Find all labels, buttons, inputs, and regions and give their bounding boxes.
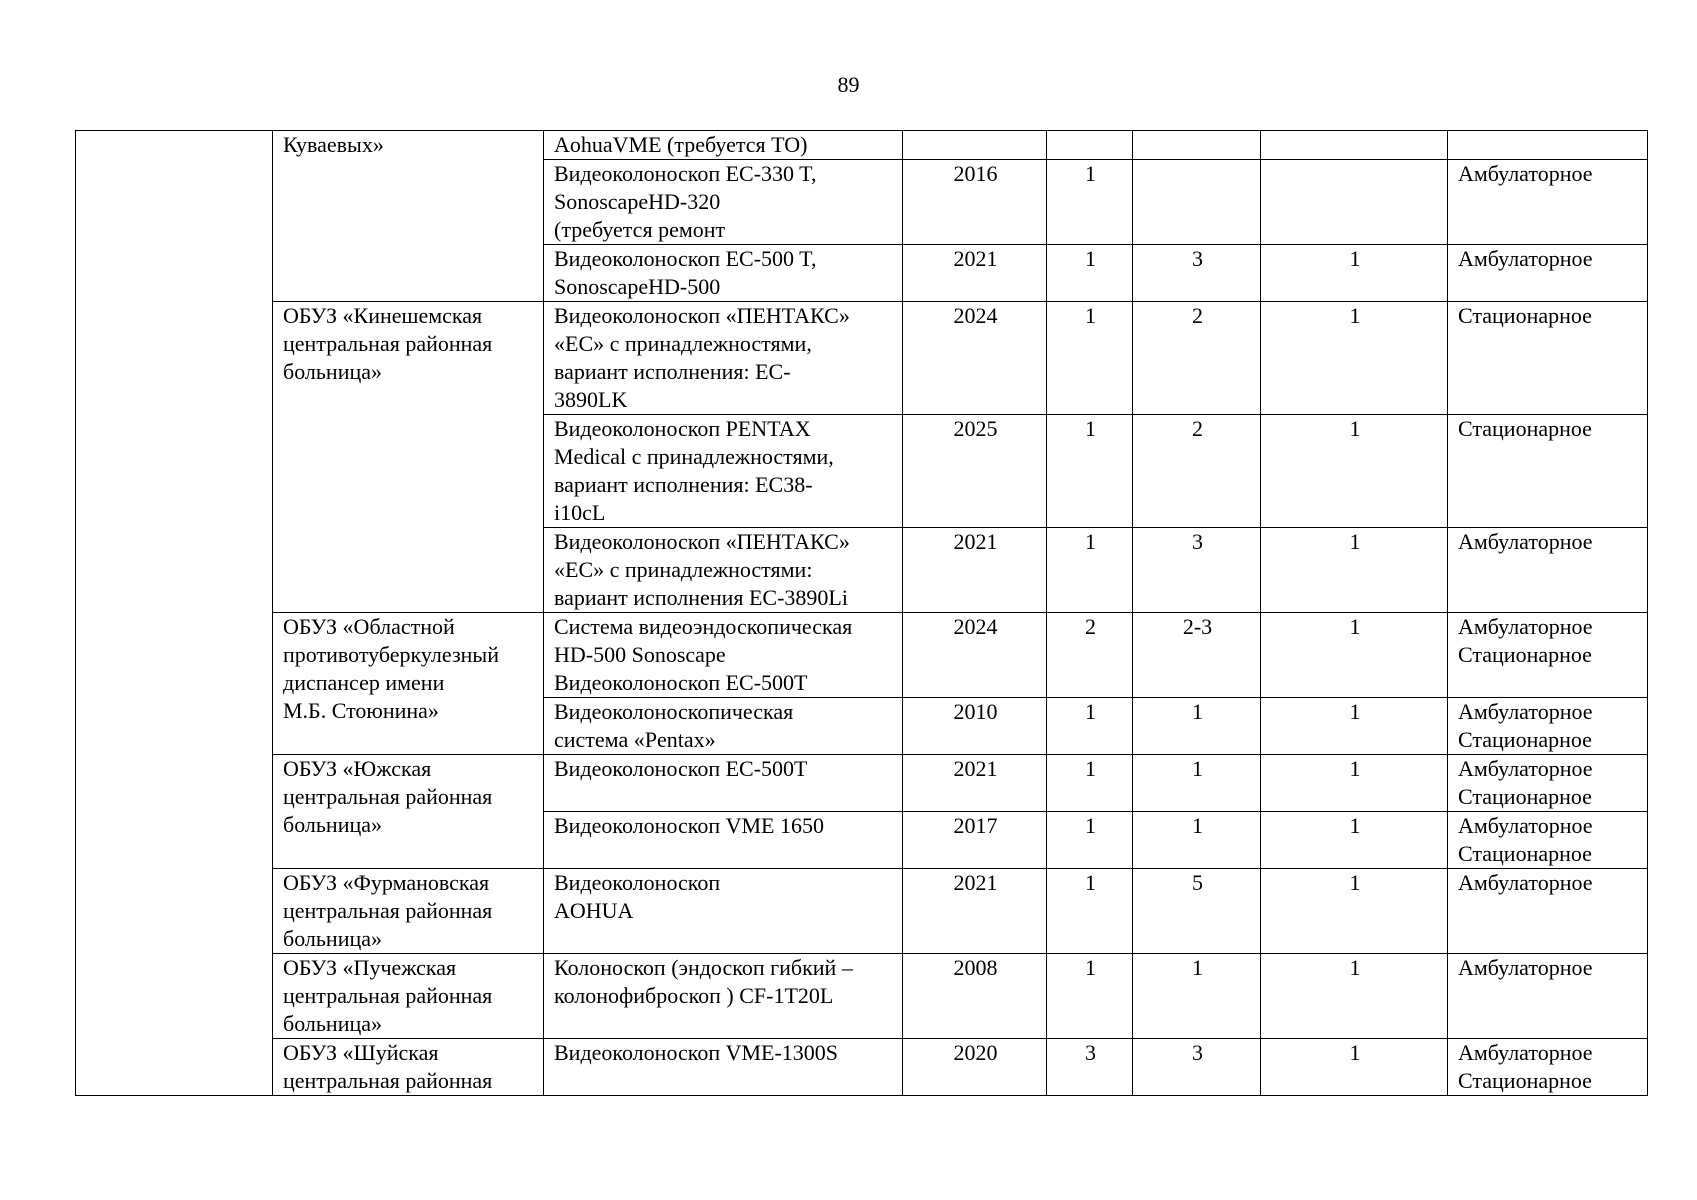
organization-line: ОБУЗ «Шуйская <box>283 1040 439 1065</box>
device-line: вариант исполнения: ЕС- <box>554 359 791 384</box>
table-row <box>76 954 1648 1039</box>
device-cell <box>544 131 903 160</box>
staff-cell <box>1261 160 1448 245</box>
shifts-cell <box>1133 131 1261 160</box>
mode-line: Амбулаторное <box>1458 813 1593 838</box>
staff-cell: 1 <box>1261 869 1448 954</box>
device-line: Видеоколоноскопическая <box>554 699 794 724</box>
page-number: 89 <box>837 72 860 97</box>
shifts-cell: 2-3 <box>1133 613 1261 698</box>
shifts-cell: 3 <box>1133 245 1261 302</box>
device-line: Система видеоэндоскопическая <box>554 614 853 639</box>
shifts-cell <box>1133 160 1261 245</box>
organization-line: диспансер имени <box>283 670 445 695</box>
staff-cell: 1 <box>1261 954 1448 1039</box>
device-cell <box>544 245 903 302</box>
count-cell: 1 <box>1047 869 1133 954</box>
mode-line: Стационарное <box>1458 841 1592 866</box>
mode-cell <box>1448 698 1648 755</box>
device-line: SonoscapeHD-320 <box>554 189 721 214</box>
count-cell: 1 <box>1047 415 1133 528</box>
year-cell: 2024 <box>903 302 1047 415</box>
count-cell: 2 <box>1047 613 1133 698</box>
mode-cell <box>1448 160 1648 245</box>
mode-cell <box>1448 528 1648 613</box>
year-cell: 2021 <box>903 245 1047 302</box>
year-cell: 2020 <box>903 1039 1047 1096</box>
device-line: Видеоколоноскоп VME 1650 <box>554 813 824 838</box>
organization-line: центральная районная <box>283 331 493 356</box>
mode-cell <box>1448 415 1648 528</box>
device-line: Видеоколоноскоп ЕС-500Т <box>554 756 808 781</box>
device-line: Видеоколоноскоп EC-500 T, <box>554 246 817 271</box>
organization-cell <box>273 954 544 1039</box>
mode-line: Стационарное <box>1458 1068 1592 1093</box>
count-cell <box>1047 131 1133 160</box>
organization-line: центральная районная <box>283 784 493 809</box>
shifts-cell: 1 <box>1133 812 1261 869</box>
shifts-cell: 2 <box>1133 415 1261 528</box>
organization-line: ОБУЗ «Областной <box>283 614 455 639</box>
device-cell <box>544 415 903 528</box>
organization-cell <box>273 131 544 302</box>
year-cell: 2025 <box>903 415 1047 528</box>
mode-line: Амбулаторное <box>1458 699 1593 724</box>
organization-line: ОБУЗ «Кинешемская <box>283 303 483 328</box>
organization-line: центральная районная <box>283 898 493 923</box>
count-cell: 1 <box>1047 698 1133 755</box>
count-cell: 1 <box>1047 160 1133 245</box>
mode-cell <box>1448 755 1648 812</box>
mode-cell <box>1448 613 1648 698</box>
device-line: Видеоколоноскоп <box>554 870 721 895</box>
equipment-table <box>75 130 1648 1096</box>
organization-line: больница» <box>283 359 382 384</box>
year-cell: 2021 <box>903 869 1047 954</box>
year-cell: 2008 <box>903 954 1047 1039</box>
device-line: Видеоколоноскоп PENTAX <box>554 416 811 441</box>
device-line: SonoscapeHD-500 <box>554 274 721 299</box>
mode-cell <box>1448 302 1648 415</box>
mode-cell <box>1448 245 1648 302</box>
staff-cell: 1 <box>1261 245 1448 302</box>
shifts-cell: 5 <box>1133 869 1261 954</box>
mode-cell <box>1448 1039 1648 1096</box>
device-line: AOHUA <box>554 898 634 923</box>
device-cell <box>544 954 903 1039</box>
organization-cell <box>273 869 544 954</box>
device-cell <box>544 698 903 755</box>
shifts-cell: 1 <box>1133 755 1261 812</box>
count-cell: 1 <box>1047 812 1133 869</box>
organization-line: ОБУЗ «Фурмановская <box>283 870 490 895</box>
mode-line: Амбулаторное <box>1458 955 1593 980</box>
organization-cell <box>273 1039 544 1096</box>
count-cell: 1 <box>1047 755 1133 812</box>
table-row <box>76 131 1648 160</box>
year-cell: 2010 <box>903 698 1047 755</box>
table-row <box>76 869 1648 954</box>
mode-line: Амбулаторное <box>1458 246 1593 271</box>
device-line: Видеоколоноскоп «ПЕНТАКС» <box>554 303 850 328</box>
device-cell <box>544 755 903 812</box>
mode-cell <box>1448 812 1648 869</box>
organization-line: больница» <box>283 926 382 951</box>
device-cell <box>544 1039 903 1096</box>
mode-line: Стационарное <box>1458 642 1592 667</box>
table-row <box>76 755 1648 812</box>
device-cell <box>544 160 903 245</box>
table-row <box>76 613 1648 698</box>
organization-cell <box>273 613 544 755</box>
staff-cell: 1 <box>1261 302 1448 415</box>
mode-cell <box>1448 954 1648 1039</box>
table-row <box>76 1039 1648 1096</box>
organization-line: ОБУЗ «Южская <box>283 756 432 781</box>
device-line: HD-500 Sonoscape <box>554 642 726 667</box>
device-line: (требуется ремонт <box>554 217 726 242</box>
year-cell: 2021 <box>903 755 1047 812</box>
device-cell <box>544 302 903 415</box>
device-line: Видеоколоноскоп VME-1300S <box>554 1040 839 1065</box>
organization-line: больница» <box>283 812 382 837</box>
mode-line: Стационарное <box>1458 416 1592 441</box>
device-line: Видеоколоноскоп EC-500T <box>554 670 808 695</box>
mode-line: Амбулаторное <box>1458 1040 1593 1065</box>
mode-line: Амбулаторное <box>1458 870 1593 895</box>
count-cell: 3 <box>1047 1039 1133 1096</box>
organization-cell <box>273 755 544 869</box>
organization-line: Куваевых» <box>283 132 384 157</box>
shifts-cell: 3 <box>1133 528 1261 613</box>
device-line: система «Pentax» <box>554 727 716 752</box>
staff-cell: 1 <box>1261 613 1448 698</box>
staff-cell <box>1261 131 1448 160</box>
year-cell: 2017 <box>903 812 1047 869</box>
mode-line: Амбулаторное <box>1458 756 1593 781</box>
organization-line: М.Б. Стоюнина» <box>283 698 439 723</box>
staff-cell: 1 <box>1261 415 1448 528</box>
mode-line: Амбулаторное <box>1458 614 1593 639</box>
table-row <box>76 302 1648 415</box>
shifts-cell: 2 <box>1133 302 1261 415</box>
device-line: i10cL <box>554 500 606 525</box>
count-cell: 1 <box>1047 245 1133 302</box>
shifts-cell: 3 <box>1133 1039 1261 1096</box>
device-line: вариант исполнения: EC38- <box>554 472 813 497</box>
staff-cell: 1 <box>1261 528 1448 613</box>
device-line: «ЕС» с принадлежностями: <box>554 557 813 582</box>
mode-cell <box>1448 869 1648 954</box>
staff-cell: 1 <box>1261 755 1448 812</box>
year-cell: 2024 <box>903 613 1047 698</box>
device-cell <box>544 613 903 698</box>
mode-line: Стационарное <box>1458 303 1592 328</box>
mode-line: Амбулаторное <box>1458 529 1593 554</box>
count-cell: 1 <box>1047 302 1133 415</box>
shifts-cell: 1 <box>1133 954 1261 1039</box>
organization-line: больница» <box>283 1011 382 1036</box>
count-cell: 1 <box>1047 528 1133 613</box>
device-cell <box>544 869 903 954</box>
device-line: Видеоколоноскоп EC-330 T, <box>554 161 817 186</box>
organization-cell <box>273 302 544 613</box>
mode-line: Стационарное <box>1458 727 1592 752</box>
device-line: 3890LK <box>554 387 628 412</box>
staff-cell: 1 <box>1261 698 1448 755</box>
mode-line: Стационарное <box>1458 784 1592 809</box>
device-line: Medical с принадлежностями, <box>554 444 834 469</box>
mode-line: Амбулаторное <box>1458 161 1593 186</box>
organization-line: центральная районная <box>283 1068 493 1093</box>
device-line: Колоноскоп (эндоскоп гибкий – <box>554 955 853 980</box>
count-cell: 1 <box>1047 954 1133 1039</box>
organization-line: противотуберкулезный <box>283 642 499 667</box>
device-cell <box>544 528 903 613</box>
year-cell: 2016 <box>903 160 1047 245</box>
device-line: Видеоколоноскоп «ПЕНТАКС» <box>554 529 850 554</box>
device-line: «ЕС» с принадлежностями, <box>554 331 812 356</box>
device-cell <box>544 812 903 869</box>
region-cell <box>76 131 273 1096</box>
shifts-cell: 1 <box>1133 698 1261 755</box>
organization-line: центральная районная <box>283 983 493 1008</box>
device-line: колонофиброскоп ) CF-1T20L <box>554 983 834 1008</box>
year-cell: 2021 <box>903 528 1047 613</box>
year-cell <box>903 131 1047 160</box>
mode-cell <box>1448 131 1648 160</box>
device-line: вариант исполнения ЕС-3890Li <box>554 585 848 610</box>
organization-line: ОБУЗ «Пучежская <box>283 955 457 980</box>
staff-cell: 1 <box>1261 1039 1448 1096</box>
staff-cell: 1 <box>1261 812 1448 869</box>
device-line: AohuaVME (требуется ТО) <box>554 132 808 157</box>
